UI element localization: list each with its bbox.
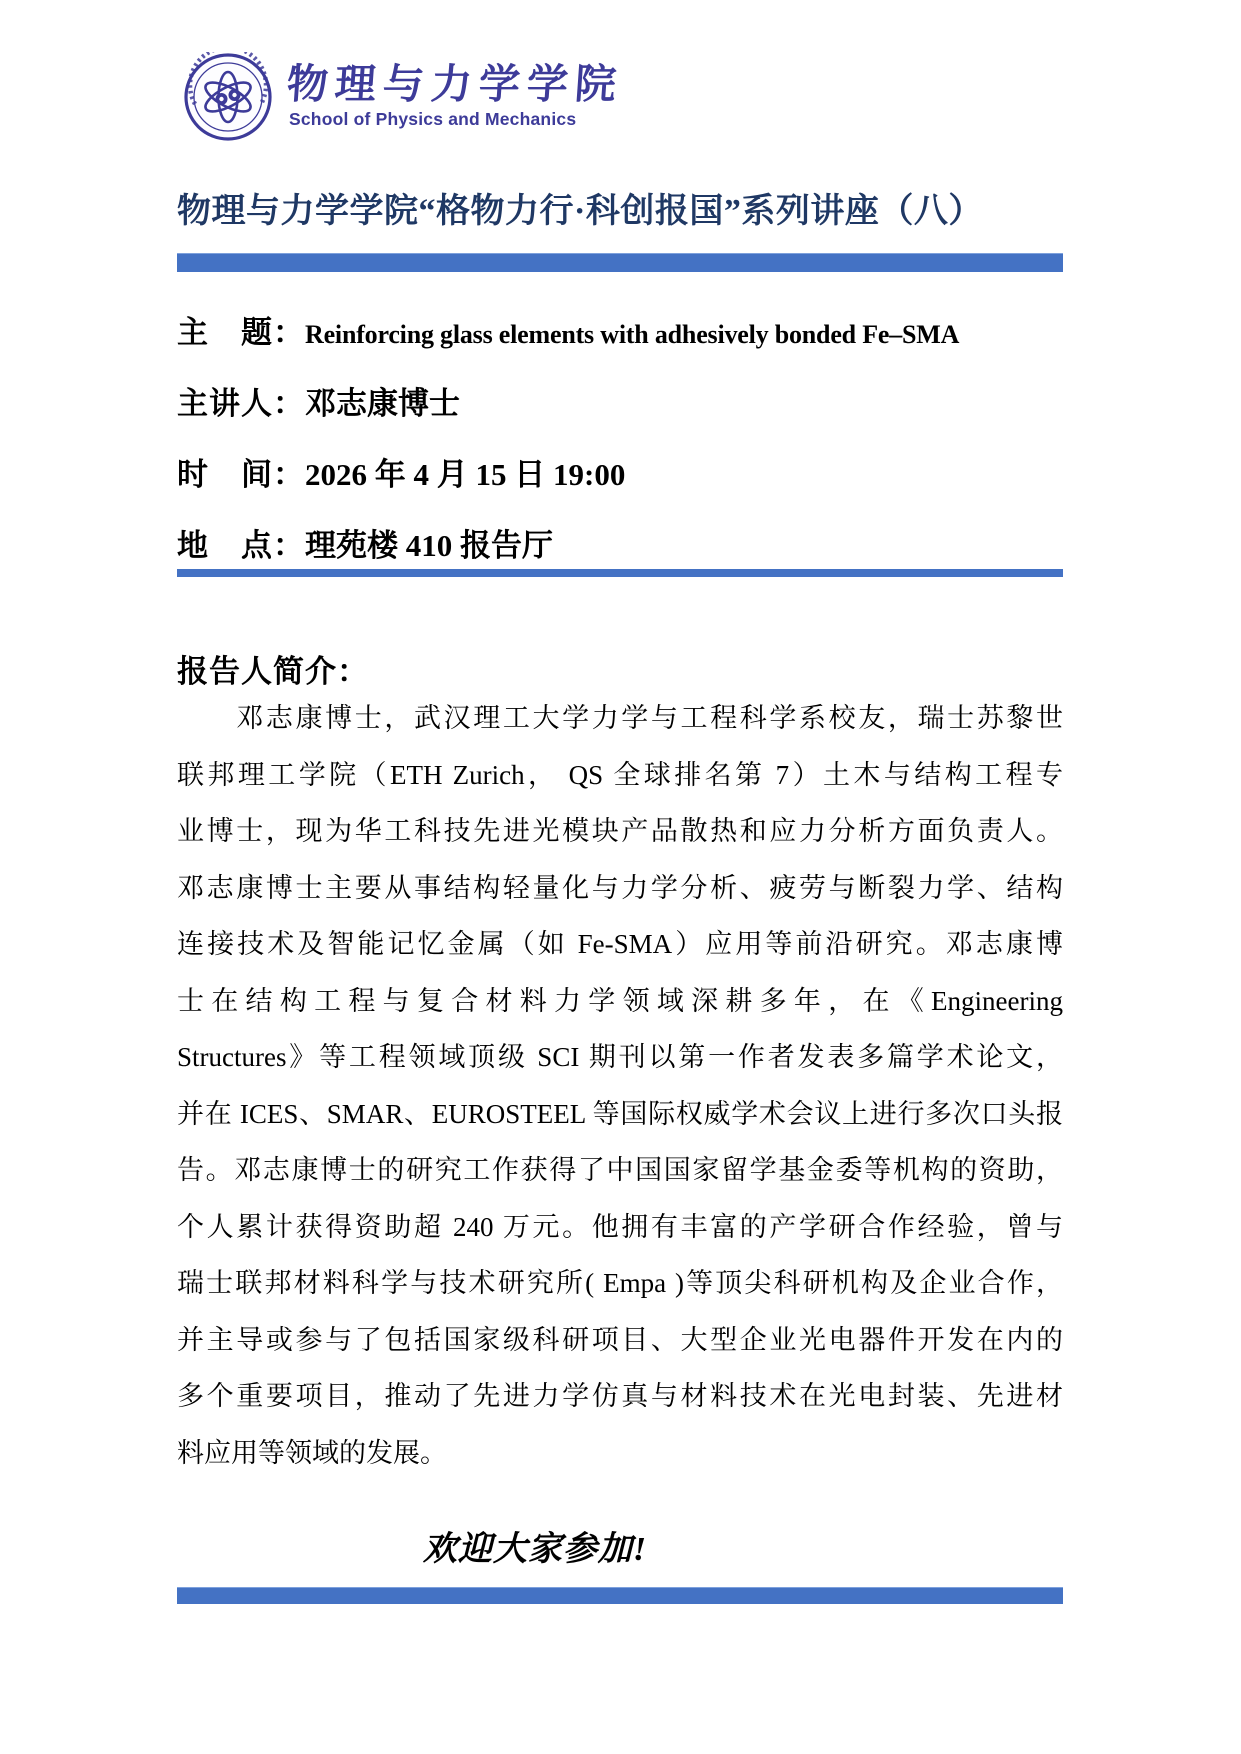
bio-line: 邓志康博士主要从事结构轻量化与力学分析、疲劳与断裂力学、结构 [177,872,1063,903]
bio-line: 连接技术及智能记忆金属（如 Fe-SMA）应用等前沿研究。邓志康博 [177,929,1063,959]
bio-line: 联邦理工学院（ETH Zurich， QS 全球排名第 7）土木与结构工程专 [177,759,1063,790]
info-row-topic [177,300,1063,371]
bio-line: 并在 ICES、SMAR、EUROSTEEL 等国际权威学术会议上进行多次口头报 [177,1098,1063,1129]
bio-heading: 报告人简介： [177,654,369,689]
bio-line: 料应用等领域的发展。 [177,1437,447,1468]
bio-line: 个人累计获得资助超 240 万元。他拥有丰富的产学研合作经验，曾与 [177,1211,1063,1242]
accent-bar-middle [177,569,1063,577]
topic-value: Reinforcing glass elements with adhesively bonded Fe–SMA [305,320,960,349]
info-row-time [177,442,1063,513]
bio-line: 告。邓志康博士的研究工作获得了中国国家留学基金委等机构的资助， [177,1155,1063,1185]
lecture-info [177,300,1063,584]
bio-line: 士在结构工程与复合材料力学领域深耕多年，在《Engineering [177,985,1063,1016]
location-value: 理苑楼 410 报告厅 [305,528,553,563]
topic-label: 主 题： [177,315,305,350]
bio-line: 并主导或参与了包括国家级科研项目、大型企业光电器件开发在内的 [177,1324,1063,1355]
bio-line: Structures》等工程领域顶级 SCI 期刊以第一作者发表多篇学术论文， [177,1042,1063,1072]
logo [183,52,623,142]
bio-line: 多个重要项目，推动了先进力学仿真与材料技术在光电封装、先进材 [177,1381,1063,1411]
page-title: 物理与力学学院“格物力行·科创报国”系列讲座（八） [177,193,983,230]
school-seal-icon [183,52,273,142]
bio-line: 邓志康博士，武汉理工大学力学与工程科学系校友，瑞士苏黎世 [177,703,1063,733]
time-value: 2026 年 4 月 15 日 19:00 [305,457,626,492]
location-label: 地 点： [177,528,305,563]
bio-line: 瑞士联邦材料科学与技术研究所( Empa )等顶尖科研机构及企业合作， [177,1268,1063,1298]
bio-line: 业博士，现为华工科技先进光模块产品散热和应力分析方面负责人。 [177,816,1063,846]
speaker-value: 邓志康博士 [305,386,460,421]
closing-welcome-text: 欢迎大家参加! [422,1531,648,1568]
accent-bar-top [177,253,1063,272]
logo-text [287,52,623,130]
speaker-label: 主讲人： [177,386,305,421]
bio-paragraph [177,690,1063,1481]
logo-cn-name: 物理与力学学院 [285,61,625,107]
info-row-speaker [177,371,1063,442]
time-label: 时 间： [177,457,305,492]
logo-en-name: School of Physics and Mechanics [289,109,577,129]
accent-bar-bottom [177,1587,1063,1604]
